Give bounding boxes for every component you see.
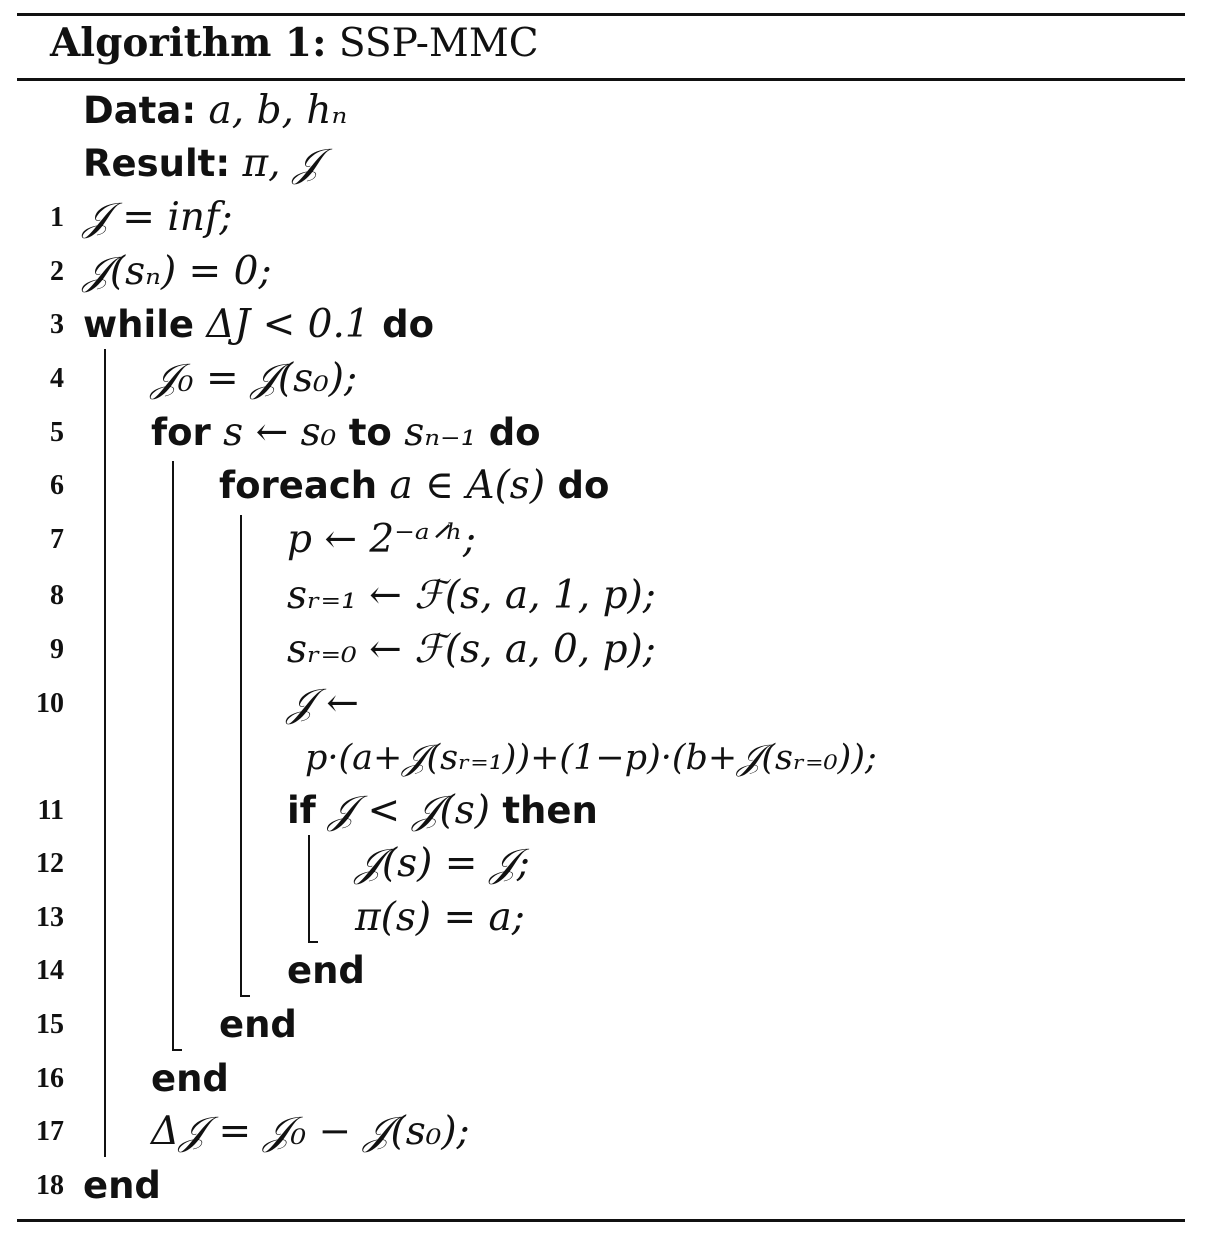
do-keyword: do xyxy=(557,464,610,507)
line-code: p ← 2⁻ᵃᐟʰ; xyxy=(287,517,477,562)
line-number: 7 xyxy=(50,524,64,555)
line-code: a ∈ A(s) xyxy=(389,463,546,508)
line-code: 𝒥 < 𝒥(s) xyxy=(328,788,490,833)
line-number: 13 xyxy=(36,902,64,933)
then-keyword: then xyxy=(502,789,598,832)
if-keyword: if xyxy=(287,789,316,832)
for-keyword: for xyxy=(151,411,211,454)
line-number: 9 xyxy=(50,634,64,665)
if-block-tick xyxy=(308,941,318,943)
line-code: 𝒥 ← xyxy=(287,681,359,726)
data-label: Data: xyxy=(83,89,197,132)
foreach-keyword: foreach xyxy=(219,464,378,507)
line-number: 6 xyxy=(50,470,64,501)
algorithm-title xyxy=(50,18,539,69)
foreach-block-tick xyxy=(240,995,250,997)
line-number: 16 xyxy=(36,1063,64,1094)
for-block-tick xyxy=(172,1049,182,1051)
line-number: 18 xyxy=(36,1170,64,1201)
line-code: sᵣ₌₁ ← ℱ(s, a, 1, p); xyxy=(287,573,656,618)
line-number: 3 xyxy=(50,309,64,340)
to-keyword: to xyxy=(348,411,392,454)
top-rule xyxy=(17,13,1185,16)
line-code: s ← s₀ xyxy=(223,410,337,455)
title-rule xyxy=(17,78,1185,81)
while-block-bar xyxy=(104,349,106,1157)
line-number: 5 xyxy=(50,417,64,448)
line-number: 12 xyxy=(36,848,64,879)
line-code: Δ𝒥 = 𝒥₀ − 𝒥(s₀); xyxy=(151,1109,470,1154)
algorithm-name: SSP-MMC xyxy=(338,21,539,66)
result-value: π, 𝒥 xyxy=(242,141,320,186)
line-code: ΔJ < 0.1 xyxy=(206,302,370,347)
bottom-rule xyxy=(17,1219,1185,1222)
line-number: 4 xyxy=(50,363,64,394)
for-block-bar xyxy=(172,461,174,1051)
do-keyword: do xyxy=(488,411,541,454)
line-code: 𝒥(s) = 𝒥; xyxy=(355,841,530,886)
end-keyword: end xyxy=(83,1164,161,1207)
line-number: 17 xyxy=(36,1116,64,1147)
line-number: 11 xyxy=(37,795,64,826)
while-keyword: while xyxy=(83,303,194,346)
foreach-block-bar xyxy=(240,515,242,997)
do-keyword: do xyxy=(382,303,434,346)
line-code-continuation: p·(a+𝒥(sᵣ₌₁))+(1−p)·(b+𝒥(sᵣ₌₀)); xyxy=(305,738,877,778)
line-code: 𝒥(sₙ) = 0; xyxy=(83,249,272,294)
line-number: 2 xyxy=(50,256,64,287)
end-keyword: end xyxy=(287,949,365,992)
line-code: sᵣ₌₀ ← ℱ(s, a, 0, p); xyxy=(287,627,656,672)
end-keyword: end xyxy=(219,1003,297,1046)
end-keyword: end xyxy=(151,1057,229,1100)
line-code: π(s) = a; xyxy=(355,895,525,940)
line-number: 15 xyxy=(36,1009,64,1040)
line-number: 1 xyxy=(50,202,64,233)
line-number: 14 xyxy=(36,955,64,986)
algorithm-label: Algorithm 1: xyxy=(50,20,327,66)
line-code-end: sₙ₋₁ xyxy=(404,410,477,455)
line-code: 𝒥₀ = 𝒥(s₀); xyxy=(151,356,358,401)
if-block-bar xyxy=(308,835,310,943)
line-number: 8 xyxy=(50,580,64,611)
line-number: 10 xyxy=(36,688,64,719)
line-code: 𝒥 = inf; xyxy=(83,195,233,240)
result-label: Result: xyxy=(83,142,231,185)
data-value: a, b, hₙ xyxy=(208,88,348,133)
